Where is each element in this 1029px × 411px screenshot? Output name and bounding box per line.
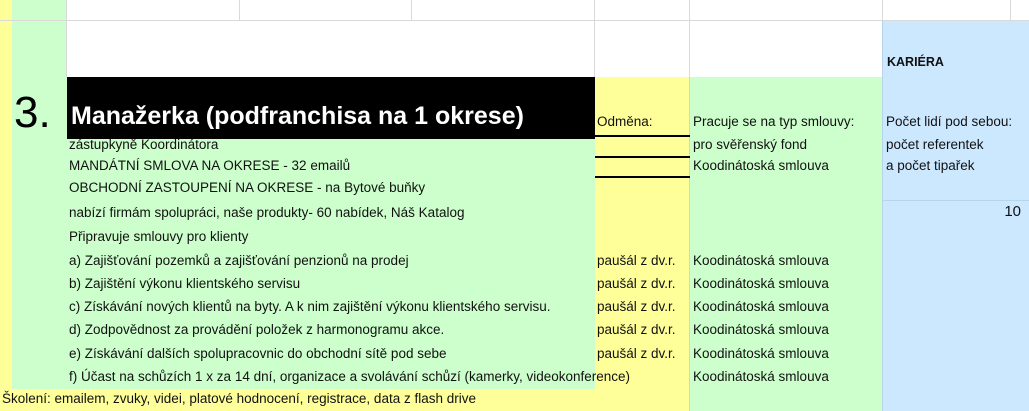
column-a-fill <box>0 0 12 411</box>
column-b-fill <box>12 0 67 411</box>
row-odmena: paušál z dv.r. <box>597 322 676 337</box>
row-desc: zástupkyně Koordinátora <box>69 137 219 152</box>
row-kariera: a počet tipařek <box>886 158 975 173</box>
row-desc: OBCHODNÍ ZASTOUPENÍ NA OKRESE - na Bytové buňky <box>69 180 426 195</box>
row-odmena: paušál z dv.r. <box>597 346 676 361</box>
row-desc: Připravuje smlouvy pro klienty <box>69 229 249 244</box>
odmena-underline-1 <box>595 135 690 137</box>
row-smlouva: Koodinátoská smlouva <box>693 346 829 361</box>
row-smlouva: pro svěřenský fond <box>693 137 808 152</box>
row-kariera: počet referentek <box>886 137 984 152</box>
row-smlouva: Koodinátoská smlouva <box>693 276 829 291</box>
row-odmena: paušál z dv.r. <box>597 253 676 268</box>
row-smlouva: Koodinátoská smlouva <box>693 322 829 337</box>
header-kariera: KARIÉRA <box>887 55 944 69</box>
row-odmena: paušál z dv.r. <box>597 276 676 291</box>
skoleni-text: Školení: emailem, zvuky, videi, platové hodnocení, registrace, data z flash drive <box>2 391 476 406</box>
row-smlouva: Koodinátoská smlouva <box>693 158 829 173</box>
row-desc: nabízí firmám spolupráci, naše produkty- 60 nabídek, Náš Katalog <box>69 205 465 220</box>
row-desc: f) Účast na schůzích 1 x za 14 dní, organizace a svolávání schůzí (kamerky, videokonference) <box>69 369 631 384</box>
row-odmena: paušál z dv.r. <box>597 299 676 314</box>
row-desc: b) Zajištění výkonu klientského servisu <box>69 276 301 291</box>
row-smlouva: Koodinátoská smlouva <box>693 369 829 384</box>
row-desc: c) Získávání nových klientů na byty. A k nim zajištění výkonu klientského servisu. <box>69 299 551 314</box>
odmena-underline-3 <box>595 176 690 178</box>
row-desc: a) Zajišťování pozemků a zajišťování penzionů na prodej <box>69 253 409 268</box>
row-desc: e) Získávání dalších spolupracovnic do obchodní sítě pod sebe <box>69 346 447 361</box>
section-number: 3. <box>14 88 51 137</box>
header-pocet-lidi: Počet lidí pod sebou: <box>886 114 1013 129</box>
row-smlouva: Koodinátoská smlouva <box>693 253 829 268</box>
odmena-underline-2 <box>595 156 690 158</box>
row-kariera-count: 10 <box>1004 203 1021 220</box>
header-pracuje: Pracuje se na typ smlouvy: <box>693 114 855 129</box>
row-desc: MANDÁTNÍ SMLOVA NA OKRESE - 32 emailů <box>69 158 351 173</box>
header-odmena: Odměna: <box>597 114 653 129</box>
row-desc: d) Zodpovědnost za provádění položek z harmonogramu akce. <box>69 322 445 337</box>
row-smlouva: Koodinátoská smlouva <box>693 299 829 314</box>
page-title: Manažerka (podfranchisa na 1 okrese) <box>71 102 524 130</box>
